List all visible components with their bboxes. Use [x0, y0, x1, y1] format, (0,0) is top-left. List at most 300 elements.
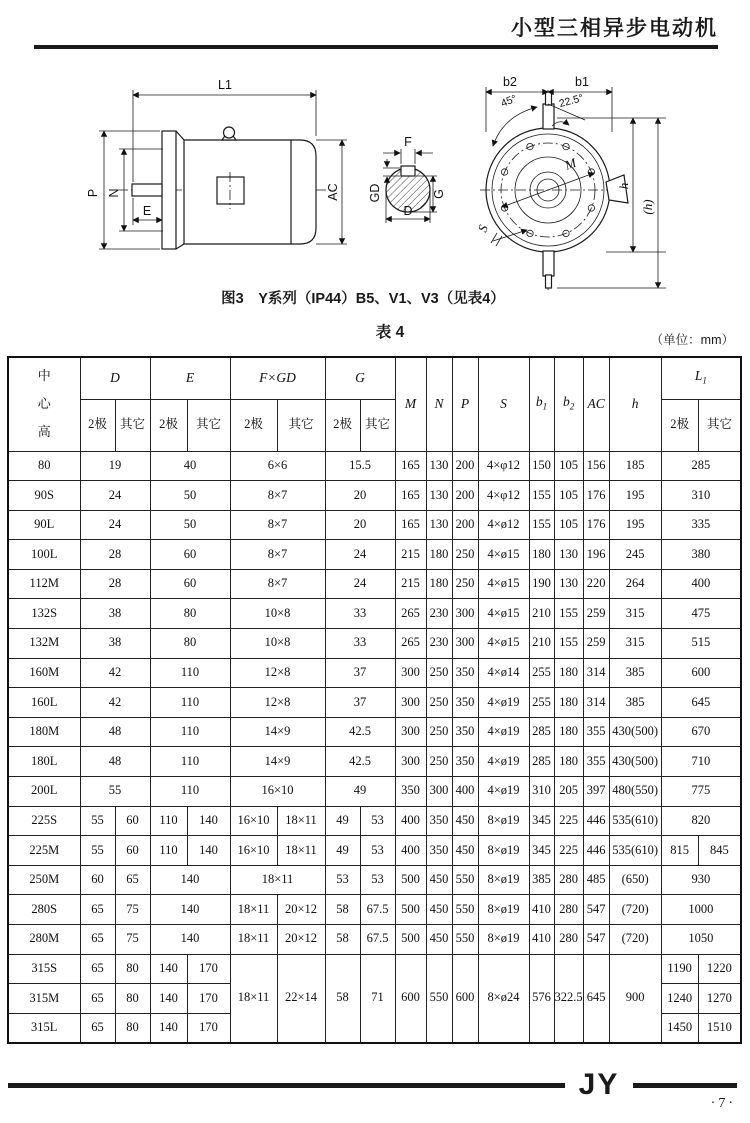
- table-cell: 20: [325, 481, 395, 511]
- row-label: 280S: [8, 895, 80, 925]
- table-header-cell: 其它: [187, 399, 230, 451]
- table-cell: 165: [395, 510, 426, 540]
- table-cell: 930: [661, 865, 741, 895]
- table-cell: 710: [661, 747, 741, 777]
- table-row: [8, 569, 741, 599]
- table-cell: 480(550): [609, 777, 661, 807]
- table-cell: 190: [529, 569, 554, 599]
- table-header-cell: $b_1$: [529, 357, 554, 451]
- table-cell: 500: [395, 895, 426, 925]
- table-cell: 58: [325, 954, 360, 1043]
- table-cell: 48: [80, 747, 150, 777]
- table-row: [8, 836, 741, 866]
- table-cell: 65: [80, 925, 115, 955]
- table-cell: 250: [426, 688, 452, 718]
- table-cell: 446: [583, 836, 609, 866]
- table-header-cell: 2极: [150, 399, 187, 451]
- table-cell: 155: [554, 629, 583, 659]
- table-cell: 4×ø19: [478, 717, 529, 747]
- table-cell: 80: [150, 629, 230, 659]
- table-cell: 450: [426, 925, 452, 955]
- table-header-cell: 2极: [80, 399, 115, 451]
- table-cell: 550: [426, 954, 452, 1043]
- table-cell: 8×ø19: [478, 925, 529, 955]
- table-cell: 180: [554, 747, 583, 777]
- row-label: 315M: [8, 984, 80, 1014]
- table-cell: 350: [452, 688, 478, 718]
- table-cell: 28: [80, 569, 150, 599]
- table-cell: 400: [661, 569, 741, 599]
- table-cell: 259: [583, 599, 609, 629]
- table-cell: 110: [150, 777, 230, 807]
- table-cell: 200: [452, 510, 478, 540]
- table-cell: 75: [115, 895, 150, 925]
- table-cell: 110: [150, 688, 230, 718]
- table-cell: 4×ø14: [478, 658, 529, 688]
- table-cell: 314: [583, 688, 609, 718]
- table-header-cell: D: [80, 357, 150, 399]
- table-cell: 1450: [661, 1013, 698, 1043]
- table-cell: 58: [325, 925, 360, 955]
- table-cell: 18×11: [277, 836, 325, 866]
- table-row: [8, 510, 741, 540]
- table-cell: 155: [529, 510, 554, 540]
- table-cell: 485: [583, 865, 609, 895]
- table-cell: 1220: [698, 954, 741, 984]
- table-cell: 60: [115, 836, 150, 866]
- table-cell: 24: [325, 569, 395, 599]
- table-cell: 140: [150, 925, 230, 955]
- table-cell: 4×φ12: [478, 451, 529, 481]
- table-cell: 12×8: [230, 688, 325, 718]
- table-cell: 400: [395, 806, 426, 836]
- table-cell: 475: [661, 599, 741, 629]
- table-cell: 300: [452, 629, 478, 659]
- table-cell: 815: [661, 836, 698, 866]
- table-cell: 4×ø15: [478, 629, 529, 659]
- table-cell: 225: [554, 806, 583, 836]
- table-cell: 535(610): [609, 836, 661, 866]
- table-cell: 300: [395, 717, 426, 747]
- dim-label-h-paren: (h): [640, 199, 655, 215]
- table-cell: 547: [583, 895, 609, 925]
- table-cell: 37: [325, 688, 395, 718]
- dim-label-m: M: [562, 154, 579, 173]
- table-cell: 18×11: [230, 954, 277, 1043]
- table-row: [8, 895, 741, 925]
- table-cell: 130: [426, 481, 452, 511]
- table-cell: 165: [395, 451, 426, 481]
- dim-label-gd: GD: [368, 183, 382, 203]
- table-cell: 28: [80, 540, 150, 570]
- table-cell: 38: [80, 629, 150, 659]
- table-cell: 49: [325, 806, 360, 836]
- table-cell: 165: [395, 481, 426, 511]
- table-cell: 110: [150, 836, 187, 866]
- table-cell: 8×7: [230, 569, 325, 599]
- table-cell: 155: [554, 599, 583, 629]
- table-cell: 350: [452, 747, 478, 777]
- front-view-drawing: [475, 75, 666, 290]
- table-cell: 205: [554, 777, 583, 807]
- table-row: [8, 540, 741, 570]
- table-cell: 350: [426, 806, 452, 836]
- table-cell: 259: [583, 629, 609, 659]
- table-header-cell: G: [325, 357, 395, 399]
- table-header-cell: $L_1$: [661, 357, 741, 399]
- table-cell: 170: [187, 1013, 230, 1043]
- table-cell: 38: [80, 599, 150, 629]
- table-cell: 900: [609, 954, 661, 1043]
- table-row: [8, 954, 741, 984]
- footer-rule-left: [8, 1083, 565, 1088]
- row-label: 250M: [8, 865, 80, 895]
- table-cell: 18×11: [230, 925, 277, 955]
- table-cell: 1270: [698, 984, 741, 1014]
- table-cell: 550: [452, 865, 478, 895]
- table-row: [8, 806, 741, 836]
- table-cell: 18×11: [277, 806, 325, 836]
- table-cell: 14×9: [230, 747, 325, 777]
- table-cell: 400: [395, 836, 426, 866]
- footer-rule-right: [633, 1083, 737, 1088]
- page-number: ·7·: [710, 1096, 736, 1111]
- table-header-cell: 2极: [661, 399, 698, 451]
- table-cell: 195: [609, 510, 661, 540]
- table-cell: 65: [115, 865, 150, 895]
- table-row: [8, 777, 741, 807]
- table-cell: 355: [583, 717, 609, 747]
- table-cell: 50: [150, 510, 230, 540]
- row-label: 132M: [8, 629, 80, 659]
- table-cell: 20×12: [277, 925, 325, 955]
- table-cell: 49: [325, 777, 395, 807]
- table-cell: 6×6: [230, 451, 325, 481]
- table-cell: 140: [150, 865, 230, 895]
- dim-label-ac: AC: [326, 183, 340, 201]
- table-cell: 450: [452, 836, 478, 866]
- table-cell: 180: [529, 540, 554, 570]
- table-cell: 280: [554, 865, 583, 895]
- side-view-drawing: [86, 78, 347, 249]
- table-cell: 170: [187, 984, 230, 1014]
- table-cell: 845: [698, 836, 741, 866]
- table-cell: 285: [529, 747, 554, 777]
- table-header-row: [8, 357, 741, 399]
- table-cell: 140: [150, 1013, 187, 1043]
- table-cell: 515: [661, 629, 741, 659]
- angle-label-45: 45°: [499, 92, 519, 110]
- table-cell: 255: [529, 688, 554, 718]
- table-cell: 4×ø19: [478, 777, 529, 807]
- table-cell: 410: [529, 895, 554, 925]
- table-cell: 300: [426, 777, 452, 807]
- table-cell: 285: [529, 717, 554, 747]
- table-header-cell: 其它: [360, 399, 395, 451]
- table-cell: 80: [150, 599, 230, 629]
- table-cell: 446: [583, 806, 609, 836]
- table-cell: 335: [661, 510, 741, 540]
- table-cell: 4×φ12: [478, 481, 529, 511]
- dim-label-b2: b2: [503, 75, 517, 89]
- table-cell: 53: [325, 865, 360, 895]
- table-cell: 50: [150, 481, 230, 511]
- table-cell: 60: [115, 806, 150, 836]
- table-cell: 600: [661, 658, 741, 688]
- table-cell: 16×10: [230, 836, 277, 866]
- dim-label-g: G: [432, 189, 446, 199]
- table-cell: 775: [661, 777, 741, 807]
- table-cell: 130: [554, 540, 583, 570]
- table-cell: 10×8: [230, 629, 325, 659]
- table-row: [8, 451, 741, 481]
- table-cell: 280: [554, 925, 583, 955]
- table-cell: 350: [452, 717, 478, 747]
- table-cell: 130: [554, 569, 583, 599]
- table-row: [8, 688, 741, 718]
- table-cell: 430(500): [609, 717, 661, 747]
- table-cell: 60: [150, 540, 230, 570]
- table-header-cell: h: [609, 357, 661, 451]
- table-cell: 200: [452, 451, 478, 481]
- table-cell: 37: [325, 658, 395, 688]
- row-label: 100L: [8, 540, 80, 570]
- table-cell: 16×10: [230, 806, 277, 836]
- table-cell: 105: [554, 451, 583, 481]
- table-header-cell: AC: [583, 357, 609, 451]
- table-cell: 8×ø19: [478, 865, 529, 895]
- table-cell: (720): [609, 925, 661, 955]
- table-cell: 350: [426, 836, 452, 866]
- table-cell: 230: [426, 599, 452, 629]
- table-header-cell: F×GD: [230, 357, 325, 399]
- table-cell: 176: [583, 510, 609, 540]
- table-cell: 130: [426, 510, 452, 540]
- row-label: 180L: [8, 747, 80, 777]
- table-cell: 24: [80, 510, 150, 540]
- table-cell: 55: [80, 836, 115, 866]
- table-cell: 300: [395, 688, 426, 718]
- table-cell: 19: [80, 451, 150, 481]
- row-label: 225S: [8, 806, 80, 836]
- table-cell: 345: [529, 806, 554, 836]
- table-cell: 300: [452, 599, 478, 629]
- table-cell: 8×7: [230, 510, 325, 540]
- dim-label-b1: b1: [575, 75, 589, 89]
- table-cell: 130: [426, 451, 452, 481]
- table-cell: 180: [554, 688, 583, 718]
- table-cell: 42: [80, 658, 150, 688]
- table-cell: 820: [661, 806, 741, 836]
- dim-label-e: E: [142, 204, 152, 218]
- table-row: [8, 658, 741, 688]
- table-cell: 110: [150, 806, 187, 836]
- table-cell: 140: [187, 806, 230, 836]
- table-row: [8, 599, 741, 629]
- table-cell: 10×8: [230, 599, 325, 629]
- table-cell: 215: [395, 540, 426, 570]
- row-label: 200L: [8, 777, 80, 807]
- dim-label-p: P: [86, 188, 100, 198]
- table-cell: 410: [529, 925, 554, 955]
- table-cell: 8×7: [230, 540, 325, 570]
- table-cell: 156: [583, 451, 609, 481]
- table-cell: 645: [583, 954, 609, 1043]
- table-cell: 53: [360, 806, 395, 836]
- table-cell: 600: [452, 954, 478, 1043]
- row-label: 90L: [8, 510, 80, 540]
- table-cell: 24: [80, 481, 150, 511]
- table-cell: 225: [554, 836, 583, 866]
- table-header-cell: M: [395, 357, 426, 451]
- table-cell: 350: [452, 658, 478, 688]
- dim-label-l1: L1: [218, 78, 232, 92]
- table-cell: 55: [80, 777, 150, 807]
- table-cell: 1190: [661, 954, 698, 984]
- table-cell: 345: [529, 836, 554, 866]
- table-cell: 550: [452, 925, 478, 955]
- table-row: [8, 865, 741, 895]
- table-cell: 110: [150, 747, 230, 777]
- dim-label-s: S: [474, 222, 491, 235]
- row-label: 315L: [8, 1013, 80, 1043]
- table-cell: 8×ø19: [478, 806, 529, 836]
- table-cell: 105: [554, 510, 583, 540]
- table-cell: 265: [395, 599, 426, 629]
- table-cell: 250: [426, 747, 452, 777]
- table-cell: 200: [452, 481, 478, 511]
- table-cell: 60: [150, 569, 230, 599]
- table-cell: 42: [80, 688, 150, 718]
- table-cell: 65: [80, 954, 115, 984]
- row-label: 160M: [8, 658, 80, 688]
- table-cell: 140: [150, 954, 187, 984]
- table-cell: (650): [609, 865, 661, 895]
- row-label: 112M: [8, 569, 80, 599]
- table-cell: 215: [395, 569, 426, 599]
- table-cell: 71: [360, 954, 395, 1043]
- row-label: 90S: [8, 481, 80, 511]
- table-header-cell: S: [478, 357, 529, 451]
- row-label: 280M: [8, 925, 80, 955]
- table-cell: 315: [609, 599, 661, 629]
- row-label: 80: [8, 451, 80, 481]
- table-row: [8, 747, 741, 777]
- table-cell: 195: [609, 481, 661, 511]
- table-row: [8, 481, 741, 511]
- table-cell: 255: [529, 658, 554, 688]
- table-cell: 180: [554, 717, 583, 747]
- table-cell: 300: [395, 658, 426, 688]
- table-cell: 450: [452, 806, 478, 836]
- table-cell: 20: [325, 510, 395, 540]
- table-cell: 250: [426, 658, 452, 688]
- table-cell: 14×9: [230, 717, 325, 747]
- table-header-cell: 其它: [698, 399, 741, 451]
- table-cell: 176: [583, 481, 609, 511]
- table-cell: 150: [529, 451, 554, 481]
- row-label: 160L: [8, 688, 80, 718]
- table-cell: 4×ø19: [478, 747, 529, 777]
- table-cell: 300: [395, 747, 426, 777]
- table-cell: 355: [583, 747, 609, 777]
- table-cell: 280: [554, 895, 583, 925]
- table-cell: 15.5: [325, 451, 395, 481]
- table-cell: 8×7: [230, 481, 325, 511]
- table-cell: 140: [187, 836, 230, 866]
- table-cell: 80: [115, 954, 150, 984]
- table-cell: 250: [452, 569, 478, 599]
- dim-label-h: h: [616, 182, 631, 190]
- jy-logo: JY: [578, 1068, 620, 1101]
- table-cell: 4×ø12: [478, 510, 529, 540]
- table-cell: 42.5: [325, 747, 395, 777]
- table-header-cell: 其它: [115, 399, 150, 451]
- table-cell: 385: [609, 688, 661, 718]
- table-header-cell: 其它: [277, 399, 325, 451]
- table-title: 表 4: [375, 324, 405, 341]
- table-cell: 500: [395, 865, 426, 895]
- table-cell: 1050: [661, 925, 741, 955]
- table-cell: 65: [80, 984, 115, 1014]
- table-cell: 430(500): [609, 747, 661, 777]
- page-title: 小型三相异步电动机: [511, 17, 718, 40]
- table-cell: 33: [325, 599, 395, 629]
- table-cell: 285: [661, 451, 741, 481]
- table-cell: 250: [452, 540, 478, 570]
- table-cell: 315: [609, 629, 661, 659]
- table-header-cell: $b_2$: [554, 357, 583, 451]
- table-cell: 600: [395, 954, 426, 1043]
- table-header-cell: 2极: [230, 399, 277, 451]
- table-cell: 48: [80, 717, 150, 747]
- table-header-cell: 2极: [325, 399, 360, 451]
- table-cell: 105: [554, 481, 583, 511]
- table-cell: 75: [115, 925, 150, 955]
- table-cell: 550: [452, 895, 478, 925]
- table-cell: 185: [609, 451, 661, 481]
- dim-label-n: N: [107, 188, 121, 198]
- table-cell: (720): [609, 895, 661, 925]
- table-cell: 24: [325, 540, 395, 570]
- table-header-cell: 中 心 高: [8, 357, 80, 451]
- table-cell: 450: [426, 865, 452, 895]
- table-cell: 53: [360, 836, 395, 866]
- table-cell: 40: [150, 451, 230, 481]
- table-row: [8, 629, 741, 659]
- table-header-cell: P: [452, 357, 478, 451]
- table-cell: 310: [661, 481, 741, 511]
- dim-label-d: D: [403, 204, 413, 218]
- table-cell: 576: [529, 954, 554, 1043]
- row-label: 180M: [8, 717, 80, 747]
- row-label: 132S: [8, 599, 80, 629]
- table-cell: 385: [609, 658, 661, 688]
- table-cell: 180: [426, 540, 452, 570]
- table-row: [8, 717, 741, 747]
- dim-label-f: F: [404, 135, 412, 149]
- table-cell: 645: [661, 688, 741, 718]
- table-cell: 8×ø24: [478, 954, 529, 1043]
- table-cell: 4×ø15: [478, 540, 529, 570]
- table-cell: 500: [395, 925, 426, 955]
- table-cell: 196: [583, 540, 609, 570]
- shaft-section-drawing: [368, 135, 446, 223]
- table-cell: 400: [452, 777, 478, 807]
- table-cell: 140: [150, 895, 230, 925]
- table-row: [8, 925, 741, 955]
- table-cell: 18×11: [230, 895, 277, 925]
